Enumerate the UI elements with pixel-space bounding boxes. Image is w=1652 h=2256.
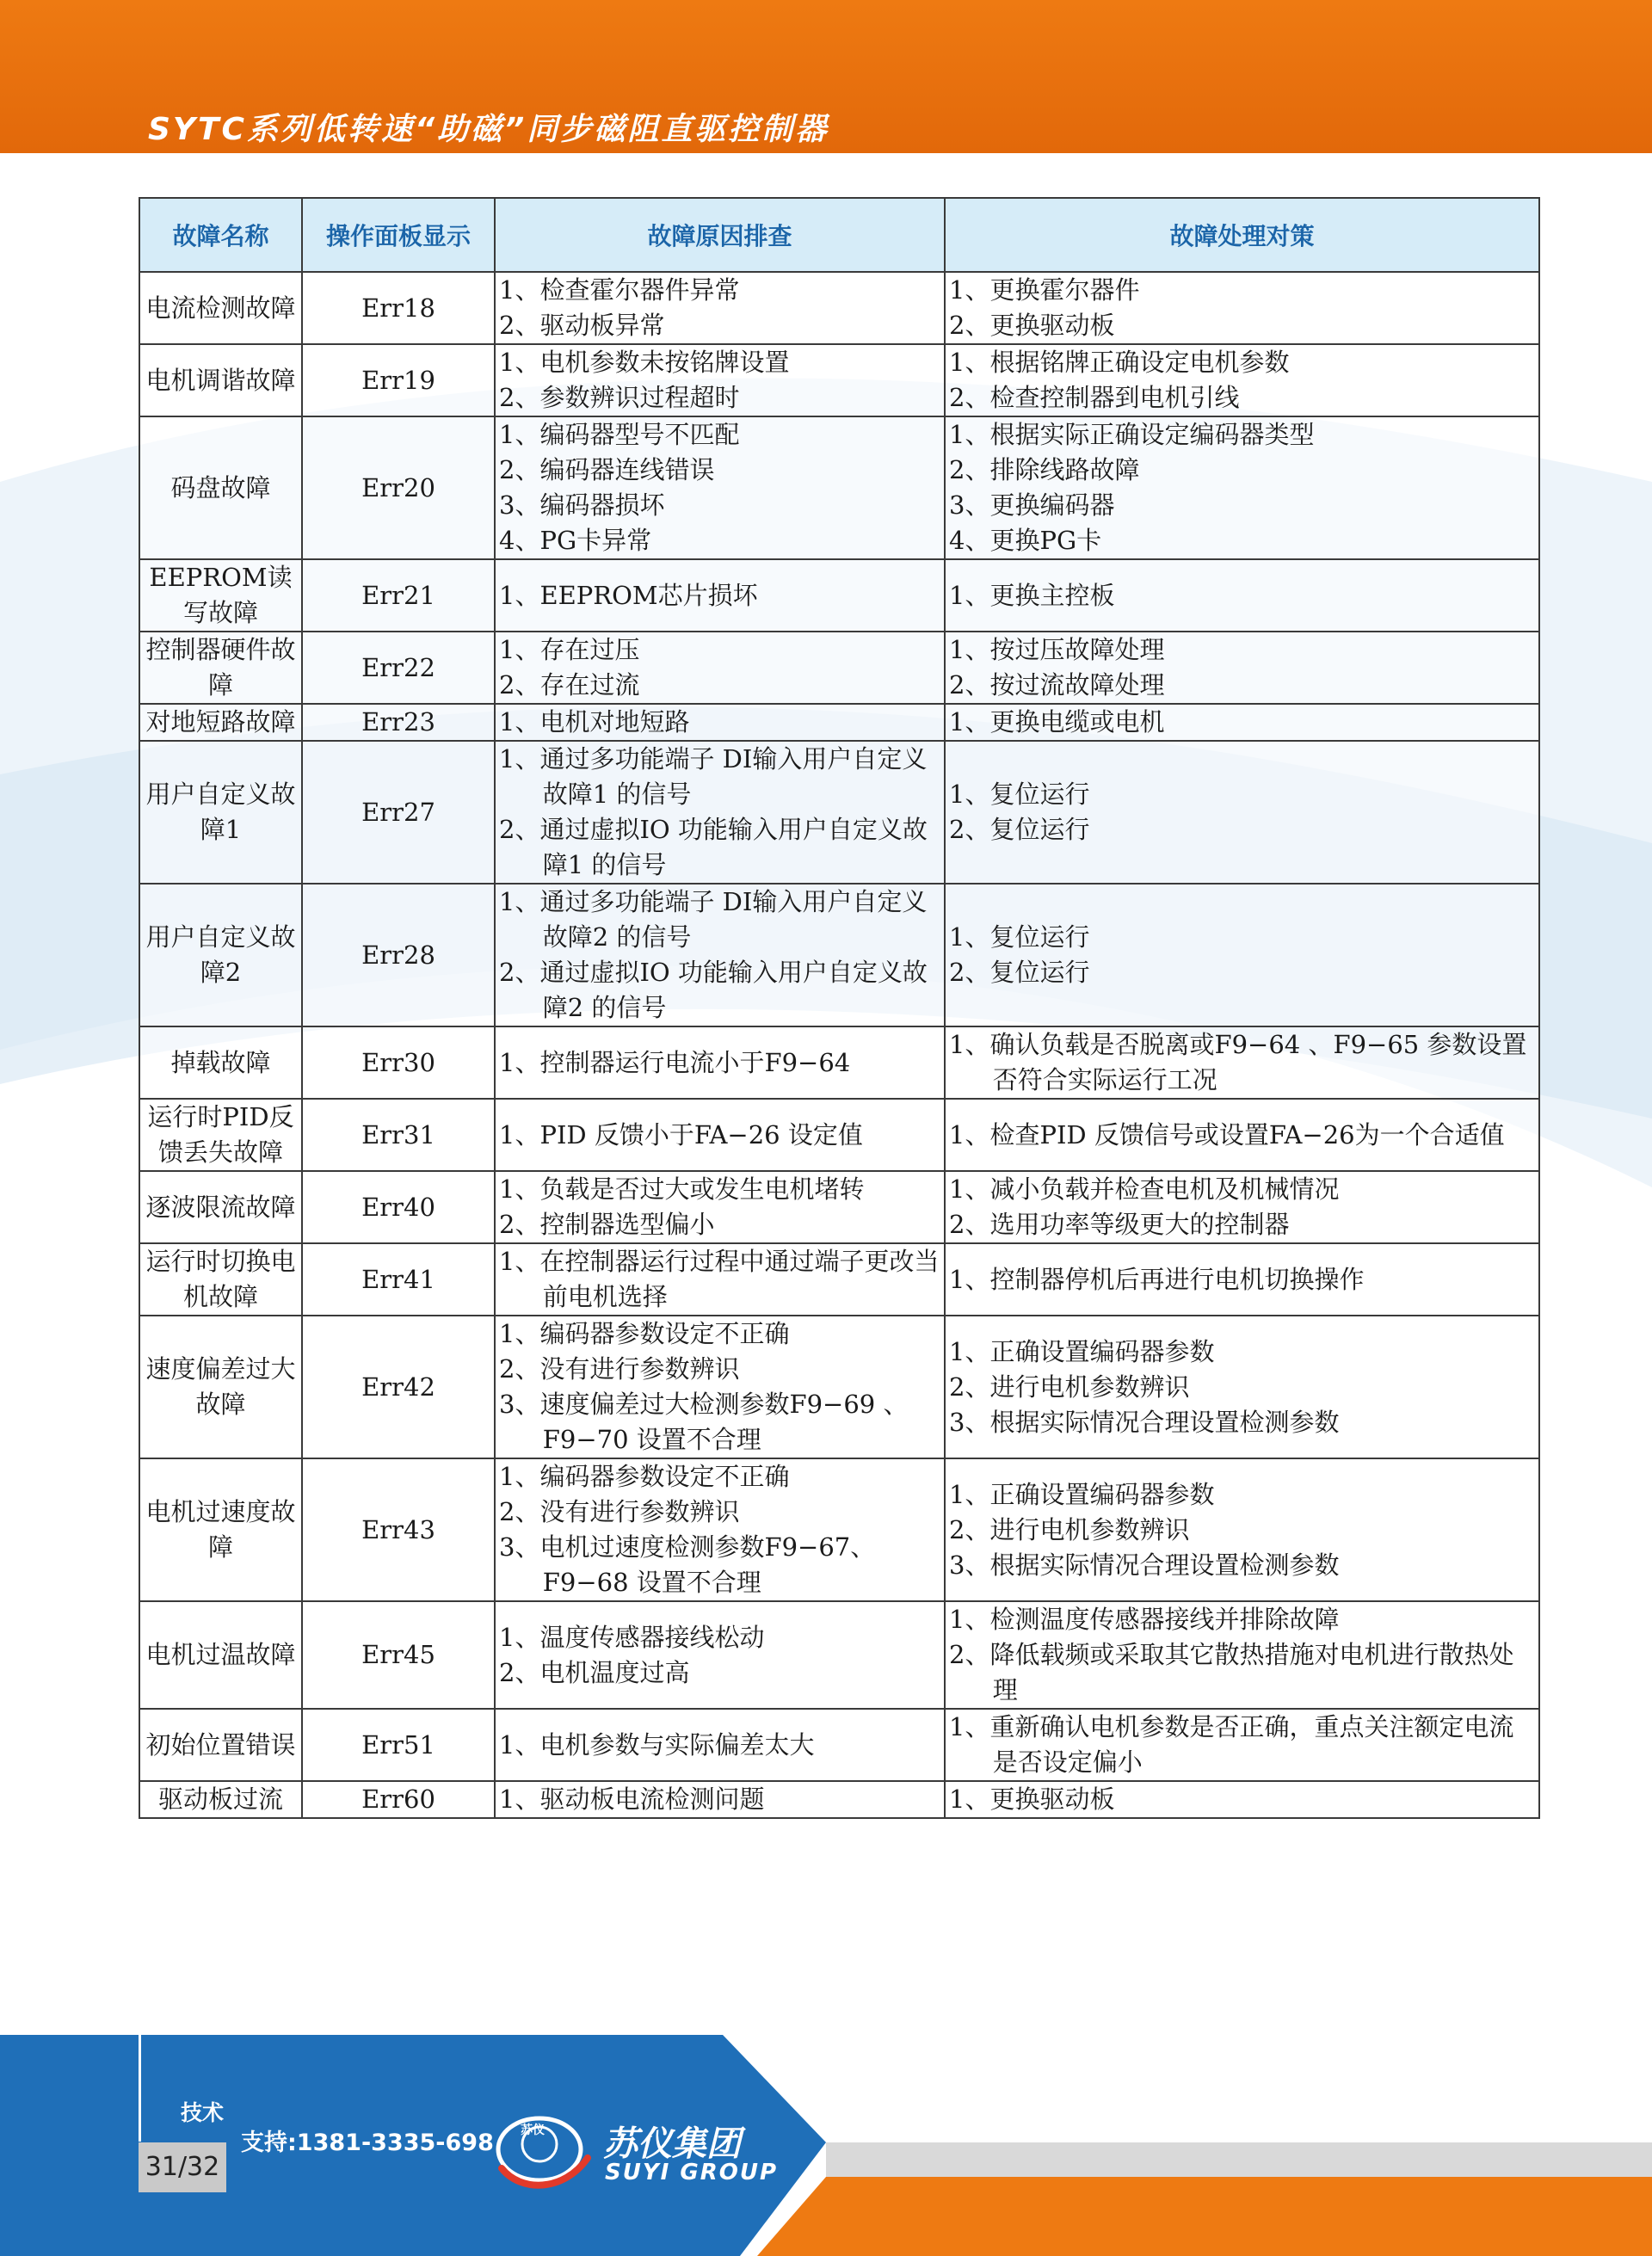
column-header-panel-display: 操作面板显示 <box>302 198 495 272</box>
fault-cause-cell <box>495 1316 945 1458</box>
cause-item: 1、存在过压 <box>499 635 640 664</box>
tech-label: 技术 <box>181 2100 225 2125</box>
fault-name-cell: 对地短路故障 <box>139 704 302 741</box>
tech-divider <box>139 2034 141 2142</box>
fault-code-cell: Err42 <box>302 1316 495 1458</box>
fault-name-cell: 运行时切换电机故障 <box>139 1243 302 1316</box>
fault-cause-cell <box>495 632 945 704</box>
fault-code-cell: Err23 <box>302 704 495 741</box>
action-item: 1、复位运行 <box>949 922 1090 952</box>
table-row <box>139 741 1539 884</box>
cause-item: 2、通过虚拟IO 功能输入用户自定义故障1 的信号 <box>499 815 928 879</box>
fault-name-cell: 初始位置错误 <box>139 1709 302 1781</box>
action-item: 1、控制器停机后再进行电机切换操作 <box>949 1264 1365 1294</box>
logo-english-name: SUYI GROUP <box>605 2160 779 2185</box>
table-row <box>139 632 1539 704</box>
cause-item: 2、驱动板异常 <box>499 311 665 340</box>
cause-item: 2、电机温度过高 <box>499 1657 690 1687</box>
table-row <box>139 272 1539 344</box>
action-item: 1、更换驱动板 <box>949 1784 1115 1814</box>
action-item: 1、更换霍尔器件 <box>949 275 1140 305</box>
cause-item: 1、电机对地短路 <box>499 707 690 737</box>
fault-code-cell: Err51 <box>302 1709 495 1781</box>
fault-name-cell: 电机过温故障 <box>139 1601 302 1709</box>
cause-item: 1、在控制器运行过程中通过端子更改当前电机选择 <box>499 1247 940 1311</box>
cause-item: 2、没有进行参数辨识 <box>499 1497 740 1526</box>
document-title: SYTC系列低转速“助磁”同步磁阻直驱控制器 <box>148 112 829 147</box>
support-phone: 支持:1381-3335-698 <box>241 2130 494 2156</box>
action-item: 2、进行电机参数辨识 <box>949 1371 1190 1402</box>
cause-item: 1、控制器运行电流小于F9−64 <box>499 1047 851 1077</box>
cause-item: 1、编码器参数设定不正确 <box>499 1319 790 1348</box>
fault-code-cell: Err60 <box>302 1781 495 1818</box>
action-item: 1、重新确认电机参数是否正确，重点关注额定电流是否设定偏小 <box>949 1712 1514 1777</box>
cause-item: 2、存在过流 <box>499 670 640 700</box>
table-row <box>139 1458 1539 1601</box>
table-row <box>139 1026 1539 1099</box>
action-item: 1、正确设置编码器参数 <box>949 1479 1215 1509</box>
action-item: 2、更换驱动板 <box>949 311 1115 340</box>
fault-code-cell: Err19 <box>302 344 495 416</box>
fault-name-cell: 码盘故障 <box>139 416 302 559</box>
company-logo <box>486 2106 779 2201</box>
table-row <box>139 1099 1539 1171</box>
fault-cause-cell <box>495 559 945 632</box>
fault-action-cell <box>945 344 1539 416</box>
fault-cause-cell <box>495 416 945 559</box>
fault-action-cell <box>945 1243 1539 1316</box>
fault-cause-cell <box>495 741 945 884</box>
fault-name-cell: 掉载故障 <box>139 1026 302 1099</box>
table-row <box>139 344 1539 416</box>
action-item: 1、复位运行 <box>949 780 1090 809</box>
fault-name-cell: 电机过速度故障 <box>139 1458 302 1601</box>
table-row <box>139 884 1539 1026</box>
action-item: 2、选用功率等级更大的控制器 <box>949 1210 1290 1239</box>
fault-code-cell: Err43 <box>302 1458 495 1601</box>
fault-cause-cell <box>495 1171 945 1243</box>
fault-table <box>139 197 1540 1819</box>
cause-item: 2、编码器连线错误 <box>499 455 715 484</box>
action-item: 1、更换主控板 <box>949 580 1115 610</box>
fault-action-cell <box>945 416 1539 559</box>
fault-cause-cell <box>495 704 945 741</box>
fault-code-cell: Err27 <box>302 741 495 884</box>
fault-action-cell <box>945 884 1539 1026</box>
table-header-row <box>139 198 1539 272</box>
cause-item: 1、温度传感器接线松动 <box>499 1622 765 1652</box>
fault-cause-cell <box>495 1099 945 1171</box>
action-item: 2、复位运行 <box>949 958 1090 987</box>
column-header-fault-name: 故障名称 <box>139 198 302 272</box>
fault-code-cell: Err28 <box>302 884 495 1026</box>
fault-action-cell <box>945 632 1539 704</box>
table-row <box>139 1243 1539 1316</box>
fault-code-cell: Err20 <box>302 416 495 559</box>
cause-item: 2、控制器选型偏小 <box>499 1210 715 1239</box>
cause-item: 1、电机参数未按铭牌设置 <box>499 348 790 377</box>
action-item: 1、正确设置编码器参数 <box>949 1336 1215 1366</box>
table-row <box>139 1781 1539 1818</box>
cause-item: 1、编码器参数设定不正确 <box>499 1462 790 1491</box>
cause-item: 1、检查霍尔器件异常 <box>499 275 740 305</box>
fault-cause-cell <box>495 1458 945 1601</box>
action-item: 1、检测温度传感器接线并排除故障 <box>949 1605 1340 1634</box>
fault-name-cell: 速度偏差过大故障 <box>139 1316 302 1458</box>
table-row <box>139 1601 1539 1709</box>
action-item: 2、进行电机参数辨识 <box>949 1514 1190 1544</box>
action-item: 2、排除线路故障 <box>949 455 1140 484</box>
action-item: 1、按过压故障处理 <box>949 635 1165 664</box>
fault-cause-cell <box>495 344 945 416</box>
cause-item: 1、通过多功能端子 DI输入用户自定义故障1 的信号 <box>499 744 928 809</box>
cause-item: 1、负载是否过大或发生电机堵转 <box>499 1174 865 1204</box>
column-header-cause: 故障原因排查 <box>495 198 945 272</box>
cause-item: 2、通过虚拟IO 功能输入用户自定义故障2 的信号 <box>499 958 928 1022</box>
fault-name-cell: 用户自定义故障2 <box>139 884 302 1026</box>
action-item: 3、根据实际情况合理设置检测参数 <box>949 1407 1340 1437</box>
action-item: 2、按过流故障处理 <box>949 670 1165 700</box>
action-item: 2、检查控制器到电机引线 <box>949 383 1240 412</box>
table-row <box>139 1171 1539 1243</box>
fault-cause-cell <box>495 1243 945 1316</box>
fault-name-cell: 逐波限流故障 <box>139 1171 302 1243</box>
fault-code-cell: Err31 <box>302 1099 495 1171</box>
fault-code-cell: Err30 <box>302 1026 495 1099</box>
fault-action-cell <box>945 704 1539 741</box>
fault-action-cell <box>945 1026 1539 1099</box>
action-item: 2、复位运行 <box>949 815 1090 844</box>
action-item: 4、更换PG卡 <box>949 526 1102 555</box>
action-item: 1、更换电缆或电机 <box>949 707 1165 737</box>
cause-item: 3、速度偏差过大检测参数F9−69 、F9−70 设置不合理 <box>499 1390 909 1454</box>
action-item: 1、根据铭牌正确设定电机参数 <box>949 348 1290 377</box>
fault-cause-cell <box>495 1709 945 1781</box>
fault-action-cell <box>945 1458 1539 1601</box>
action-item: 1、根据实际正确设定编码器类型 <box>949 420 1315 449</box>
fault-name-cell: EEPROM读写故障 <box>139 559 302 632</box>
fault-action-cell <box>945 1171 1539 1243</box>
cause-item: 1、通过多功能端子 DI输入用户自定义故障2 的信号 <box>499 887 928 952</box>
table-row <box>139 559 1539 632</box>
fault-code-cell: Err18 <box>302 272 495 344</box>
fault-name-cell: 运行时PID反馈丢失故障 <box>139 1099 302 1171</box>
fault-action-cell <box>945 272 1539 344</box>
table-row <box>139 416 1539 559</box>
fault-action-cell <box>945 1099 1539 1171</box>
table-row <box>139 1316 1539 1458</box>
cause-item: 3、电机过速度检测参数F9−67、F9−68 设置不合理 <box>499 1532 876 1597</box>
fault-action-cell <box>945 559 1539 632</box>
cause-item: 2、没有进行参数辨识 <box>499 1354 740 1384</box>
fault-code-cell: Err41 <box>302 1243 495 1316</box>
action-item: 1、减小负载并检查电机及机械情况 <box>949 1174 1340 1204</box>
fault-name-cell: 驱动板过流 <box>139 1781 302 1818</box>
fault-code-cell: Err45 <box>302 1601 495 1709</box>
fault-code-cell: Err22 <box>302 632 495 704</box>
fault-code-cell: Err21 <box>302 559 495 632</box>
column-header-action: 故障处理对策 <box>945 198 1539 272</box>
cause-item: 1、驱动板电流检测问题 <box>499 1784 765 1814</box>
action-item: 3、根据实际情况合理设置检测参数 <box>949 1550 1340 1580</box>
action-item: 1、确认负载是否脱离或F9−64 、F9−65 参数设置否符合实际运行工况 <box>949 1030 1527 1094</box>
fault-action-cell <box>945 1781 1539 1818</box>
fault-name-cell: 电流检测故障 <box>139 272 302 344</box>
fault-table-body <box>139 272 1539 1818</box>
action-item: 3、更换编码器 <box>949 490 1115 520</box>
fault-cause-cell <box>495 1026 945 1099</box>
cause-item: 4、PG卡异常 <box>499 526 652 555</box>
page-number: 31/32 <box>139 2142 226 2192</box>
fault-action-cell <box>945 1601 1539 1709</box>
logo-mark-text: 苏仪 <box>521 2123 545 2137</box>
action-item: 2、降低载频或采取其它散热措施对电机进行散热处理 <box>949 1640 1514 1704</box>
cause-item: 2、参数辨识过程超时 <box>499 383 740 412</box>
fault-cause-cell <box>495 272 945 344</box>
fault-action-cell <box>945 1709 1539 1781</box>
logo-chinese-name: 苏仪集团 <box>603 2124 741 2164</box>
action-item: 1、检查PID 反馈信号或设置FA−26为一个合适值 <box>949 1119 1505 1150</box>
fault-cause-cell <box>495 1601 945 1709</box>
cause-item: 1、EEPROM芯片损坏 <box>499 580 758 610</box>
cause-item: 1、编码器型号不匹配 <box>499 420 740 449</box>
fault-name-cell: 控制器硬件故障 <box>139 632 302 704</box>
cause-item: 3、编码器损坏 <box>499 490 665 520</box>
cause-item: 1、电机参数与实际偏差太大 <box>499 1729 815 1760</box>
fault-cause-cell <box>495 884 945 1026</box>
fault-action-cell <box>945 1316 1539 1458</box>
fault-name-cell: 电机调谐故障 <box>139 344 302 416</box>
fault-name-cell: 用户自定义故障1 <box>139 741 302 884</box>
fault-code-cell: Err40 <box>302 1171 495 1243</box>
fault-table-container <box>139 197 1538 1819</box>
table-row <box>139 704 1539 741</box>
fault-cause-cell <box>495 1781 945 1818</box>
table-row <box>139 1709 1539 1781</box>
fault-action-cell <box>945 741 1539 884</box>
cause-item: 1、PID 反馈小于FA−26 设定值 <box>499 1119 863 1150</box>
